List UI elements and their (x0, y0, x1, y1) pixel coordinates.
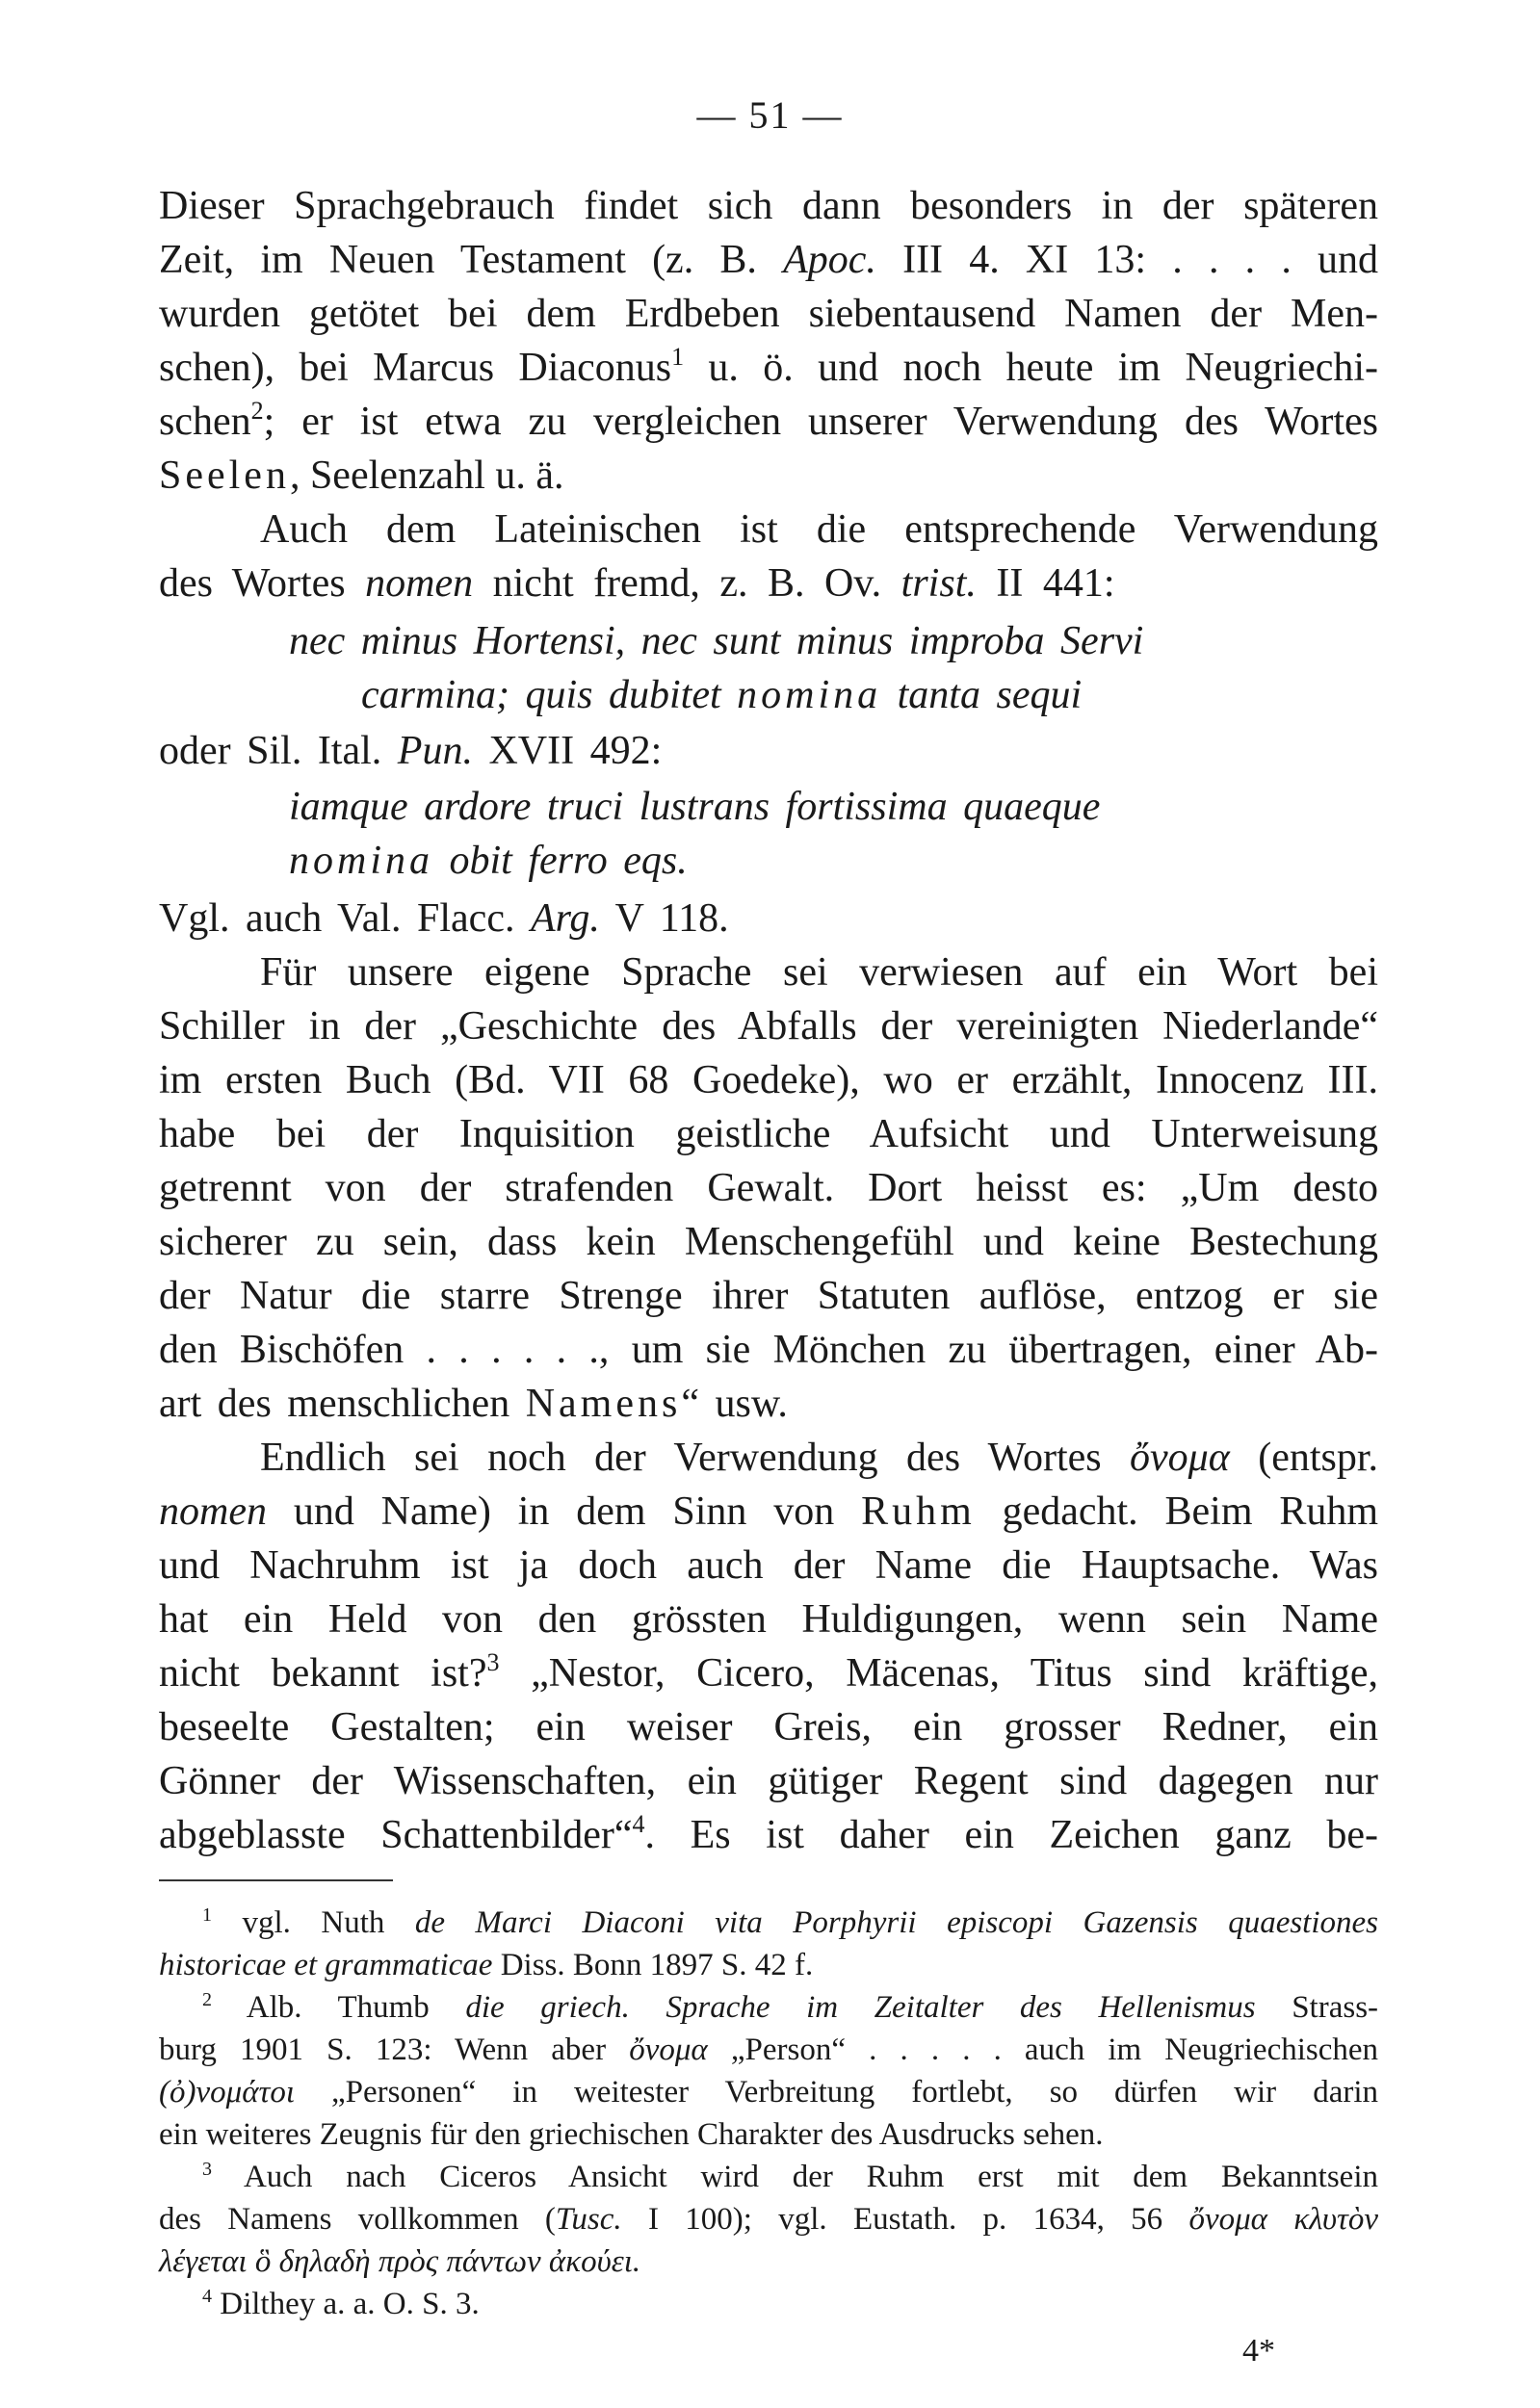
footnote-2-cont: burg 1901 S. 123: Wenn aber ὄνομα „Person“ . . . . . auch im Neugriechischen (159, 2033, 1379, 2067)
body-line: hat ein Held von den grössten Huldigungen, wenn sein Name (159, 1597, 1378, 1642)
body-line: nomen und Name) in dem Sinn von Ruhm gedacht. Beim Ruhm (159, 1489, 1379, 1534)
body-line: Gönner der Wissenschaften, ein gütiger Regent sind dagegen nur (159, 1759, 1378, 1803)
body-line: der Natur die starre Strenge ihrer Statuten auflöse, entzog er sie (159, 1274, 1378, 1318)
body-line: wurden getötet bei dem Erdbeben siebentausend Namen der Men- (159, 292, 1378, 336)
footnote-1-cont: historicae et grammaticae Diss. Bonn 1897 S. 42 f. (159, 1948, 814, 1982)
body-line: schen$^2$; er ist etwa zu vergleichen unserer Verwendung des Wortes (159, 397, 1378, 444)
signature-mark: 4* (1242, 2333, 1275, 2369)
footnote-3-cont: λέγεται ὃ δηλαδὴ πρὸς πάντων ἀκούει. (159, 2244, 641, 2279)
verse-line: iamque ardore truci lustrans fortissima quaeque (289, 785, 1101, 829)
footnote-1: $^1$ vgl. Nuth de Marci Diaconi vita Porphyrii episcopi Gazensis quaestiones (202, 1904, 1379, 1940)
body-line: des Wortes nomen nicht fremd, z. B. Ov. trist. II 441: (159, 561, 1115, 606)
body-line: habe bei der Inquisition geistliche Aufsicht und Unterweisung (159, 1112, 1378, 1156)
body-line: und Nachruhm ist ja doch auch der Name die Hauptsache. Was (159, 1543, 1378, 1588)
footnote-4: $^4$ Dilthey a. a. O. S. 3. (202, 2286, 480, 2321)
body-line: Endlich sei noch der Verwendung des Wortes ὄνομα (entspr. (260, 1436, 1379, 1480)
footnote-3-cont: des Namens vollkommen (Tusc. I 100); vgl. Eustath. p. 1634, 56 ὄνομα κλυτὸν (159, 2202, 1378, 2237)
body-line: Für unsere eigene Sprache sei verwiesen auf ein Wort bei (260, 950, 1378, 995)
body-line: schen), bei Marcus Diaconus$^1$ u. ö. und noch heute im Neugriechi- (159, 343, 1379, 390)
footnote-2-cont: (ὀ)νομάτοι „Personen“ in weitester Verbreitung fortlebt, so dürfen wir darin (159, 2075, 1378, 2110)
body-line: den Bischöfen . . . . . ., um sie Mönchen zu übertragen, einer Ab- (159, 1328, 1378, 1372)
body-line: nicht bekannt ist?$^3$ „Nestor, Cicero, Mäcenas, Titus sind kräftige, (159, 1648, 1378, 1696)
body-line: Vgl. auch Val. Flacc. Arg. V 118. (159, 896, 729, 941)
verse-line: carmina; quis dubitet nomina tanta sequi (361, 673, 1083, 717)
body-line: getrennt von der strafenden Gewalt. Dort heisst es: „Um desto (159, 1166, 1378, 1210)
body-line: Dieser Sprachgebrauch findet sich dann besonders in der späteren (159, 184, 1378, 228)
footnote-2-cont: ein weiteres Zeugnis für den griechischen Charakter des Ausdrucks sehen. (159, 2117, 1104, 2152)
body-line: art des menschlichen Namens“ usw. (159, 1382, 788, 1426)
body-line: Seelen, Seelenzahl u. ä. (159, 453, 564, 498)
body-line: im ersten Buch (Bd. VII 68 Goedeke), wo er erzählt, Innocenz III. (159, 1058, 1378, 1102)
footnote-ref: 2 (250, 397, 264, 425)
page-number: — 51 — (696, 93, 844, 137)
verse-line: nec minus Hortensi, nec sunt minus improba Servi (289, 619, 1144, 663)
footnote-separator (159, 1879, 393, 1881)
body-line: Schiller in der „Geschichte des Abfalls der vereinigten Niederlande“ (159, 1004, 1378, 1049)
footnote-ref: 3 (486, 1648, 500, 1676)
footnote-ref: 4 (632, 1810, 645, 1838)
body-line: beseelte Gestalten; ein weiser Greis, ein grosser Redner, ein (159, 1705, 1378, 1749)
body-line: Zeit, im Neuen Testament (z. B. Apoc. III 4. XI 13: . . . . und (159, 238, 1379, 282)
footnote-ref: 1 (671, 343, 685, 371)
body-line: oder Sil. Ital. Pun. XVII 492: (159, 729, 663, 773)
footnote-3: $^3$ Auch nach Ciceros Ansicht wird der Ruhm erst mit dem Bekanntsein (202, 2159, 1378, 2194)
verse-line: nomina obit ferro eqs. (289, 839, 688, 883)
footnote-2: $^2$ Alb. Thumb die griech. Sprache im Zeitalter des Hellenismus Strass- (202, 1989, 1379, 2025)
body-line: sicherer zu sein, dass kein Menschengefühl und keine Bestechung (159, 1220, 1378, 1264)
body-line: abgeblasste Schattenbilder“$^4$. Es ist daher ein Zeichen ganz be- (159, 1808, 1378, 1862)
body-line: Auch dem Lateinischen ist die entsprechende Verwendung (260, 507, 1378, 552)
